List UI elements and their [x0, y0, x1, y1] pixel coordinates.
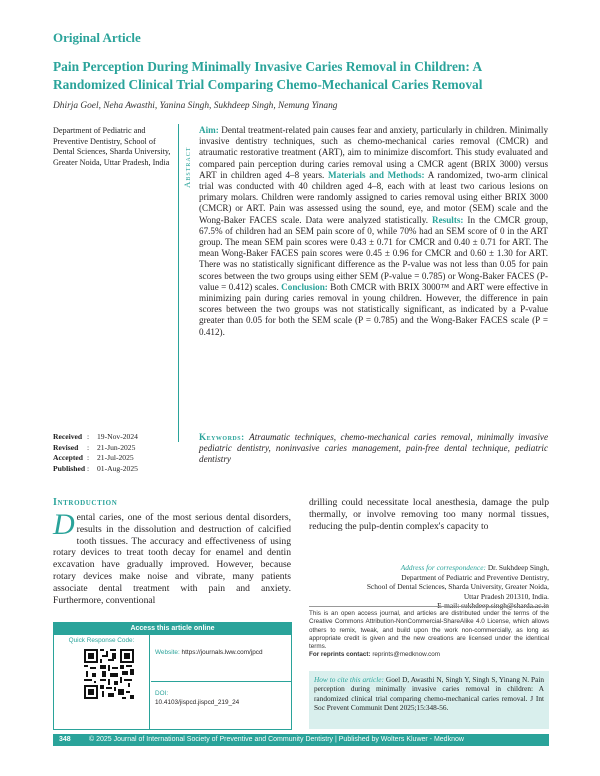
results-text: In the CMCR group, 67.5% of children had an SEM pain score of 0, while 70% had an SEM score of 0 in the ART group. The mean SEM pain scores were 0.43 ± 0.71 for CMCR and 0.40 ± 0.71 for ART. The mean Wong-Baker FACES pain scores were 0.45 ± 0.96 for CMCR and 0.60 ± 1.30 for ART. There was no statistically significant difference as the P-value was not less than 0.05 for pain scores between the two groups using either SEM (P-value = 0.785) or Wong-Baker FACES (P-value = 0.412) scales.: [199, 214, 549, 292]
doi-link[interactable]: 10.4103/jispcd.jispcd_219_24: [155, 699, 240, 706]
reprints-label: For reprints contact:: [309, 651, 371, 658]
qr-label: Quick Response Code:: [68, 637, 135, 644]
author-list: Dhirja Goel, Neha Awasthi, Yanina Singh, Sukhdeep Singh, Nemung Yinang: [53, 101, 338, 111]
qr-cell: [54, 635, 150, 729]
reprints-email[interactable]: reprints@medknow.com: [372, 651, 440, 658]
date-value: 19-Nov-2024: [97, 432, 138, 441]
article-title: Pain Perception During Minimally Invasive Caries Removal in Children: A Randomized Clinical Trial Comparing Chemo-Mechanical Caries Removal: [53, 59, 483, 92]
correspondence: [309, 563, 549, 611]
access-online-box: [53, 622, 292, 730]
qr-code-icon[interactable]: [84, 649, 134, 699]
introduction-continued: drilling could necessitate local anesthesia, damage the pulp thermally, or involve removing too many normal tissues, reducing the pulp-dentin complex's capacity to: [309, 497, 549, 532]
reprints: [309, 651, 440, 658]
website-label: Website:: [155, 649, 180, 656]
affiliation: Department of Pediatric and Preventive Dentistry, School of Dental Sciences, Sharda University, Greater Noida, Uttar Pradesh, India: [53, 126, 171, 167]
access-heading: Access this article online: [54, 623, 291, 635]
doi-cell: [151, 683, 291, 729]
date-value: 21-Jul-2025: [97, 453, 134, 463]
keywords-text: Atraumatic techniques, chemo-mechanical caries removal, minimally invasive pediatric dentistry, noninvasive caries management, pain-free dental technique, pediatric dentistry: [199, 432, 549, 465]
correspondence-line: Uttar Pradesh 201310, India.: [463, 591, 549, 601]
date-value: 01-Aug-2025: [97, 463, 138, 473]
conclusion-heading: Conclusion:: [281, 281, 328, 292]
abstract-text: [199, 125, 548, 338]
date-label: Published: [53, 463, 86, 473]
abstract-label: Abstract: [182, 146, 192, 188]
correspondence-name: Dr. Sukhdeep Singh,: [487, 563, 549, 572]
date-label: Accepted: [53, 453, 83, 463]
correspondence-email[interactable]: E-mail: sukhdeep.singh@sharda.ac.in: [437, 601, 549, 611]
drop-cap: D: [53, 508, 75, 541]
footer-text: © 2025 Journal of International Society of Preventive and Community Dentistry | Published by Wolters Kluwer - Medknow: [89, 736, 464, 743]
website-link[interactable]: https://journals.lww.com/jpcd: [181, 649, 263, 656]
date-value: 21-Jun-2025: [97, 442, 136, 452]
correspondence-label: Address for correspondence:: [400, 563, 486, 572]
date-label: Revised: [53, 442, 79, 452]
page-footer: [53, 734, 549, 746]
introduction-heading: Introduction: [53, 497, 118, 508]
aim-text: Dental treatment-related pain causes fear and anxiety, particularly in children. Minimally invasive dentistry techniques, such as chemo-mechanical caries removal (CMCR) and atraumatic restorative treatment (ART), aim to minimize discomfort. This study evaluated and compared pain perception during caries removal using a CMCR agent (BRIX 3000) versus ART in children aged 4–8 years.: [199, 125, 549, 180]
page-number: 348: [59, 736, 71, 743]
conclusion-text: Both CMCR with BRIX 3000™ and ART were effective in minimizing pain during caries removal in young children. However, the difference in pain scores between the two groups was not statistically significant, as indicated by a P-value greater than 0.05 for both the SEM scale (P = 0.785) and the Wong-Baker FACES scale (P = 0.412).: [199, 281, 548, 337]
correspondence-line: Department of Pediatric and Preventive Dentistry,: [401, 572, 549, 582]
results-heading: Results:: [432, 214, 464, 225]
aim-heading: Aim:: [199, 125, 219, 135]
citation-label: How to cite this article:: [314, 675, 384, 684]
citation-text: Goel D, Awasthi N, Singh Y, Singh S, Yinang N. Pain perception during minimally invasive caries removal in children: A randomized clinical trial comparing chemo-mechanical caries removal. J Int Soc Prevent Communit Dent 2025;15:348-56.: [314, 675, 545, 713]
article-type: Original Article: [53, 30, 141, 45]
methods-heading: Materials and Methods:: [328, 169, 425, 180]
keywords: [199, 432, 548, 466]
license-text: This is an open access journal, and articles are distributed under the terms of the Creative Commons Attribution-NonCommercial-ShareAlike 4.0 License, which allows others to remix, tweak, and build upon the work non-commercially, as long as appropriate credit is given and the new creations are licensed under the identical terms.: [309, 610, 549, 651]
doi-label: DOI:: [155, 690, 169, 697]
article-dates: Received : 19-Nov-2024 Revised : 21-Jun-2025 Accepted : 21-Jul-2025 Published : 01-Aug-2025: [53, 432, 138, 473]
website-cell: [151, 635, 291, 682]
date-label: Received: [53, 432, 83, 441]
citation-box: [309, 671, 549, 729]
divider: [309, 606, 549, 607]
correspondence-line: School of Dental Sciences, Sharda University, Greater Noida,: [366, 582, 549, 592]
keywords-label: Keywords:: [199, 432, 245, 442]
methods-text: A randomized, two-arm clinical trial was conducted with 40 children aged 4–8, each with at least two carious lesions on primary molars. Children were randomly assigned to caries removal using either BRIX 3000 (CMCR) or ART. Pain was assessed using the sound, eye, and motor (SEM) scale and the Wong-Baker FACES scale. Data were analyzed statistically.: [199, 169, 548, 225]
introduction-paragraph: Dental caries, one of the most serious dental disorders, results in the dissolution and destruction of calcified tooth tissues. The accuracy and effectiveness of using rotary devices to treat tooth decay for enamel and dentin excavation have gradually improved. However, because rotary devices make noise and vibrate, many patients associate dental treatment with pain and anxiety. Furthermore, conventional: [53, 508, 291, 606]
